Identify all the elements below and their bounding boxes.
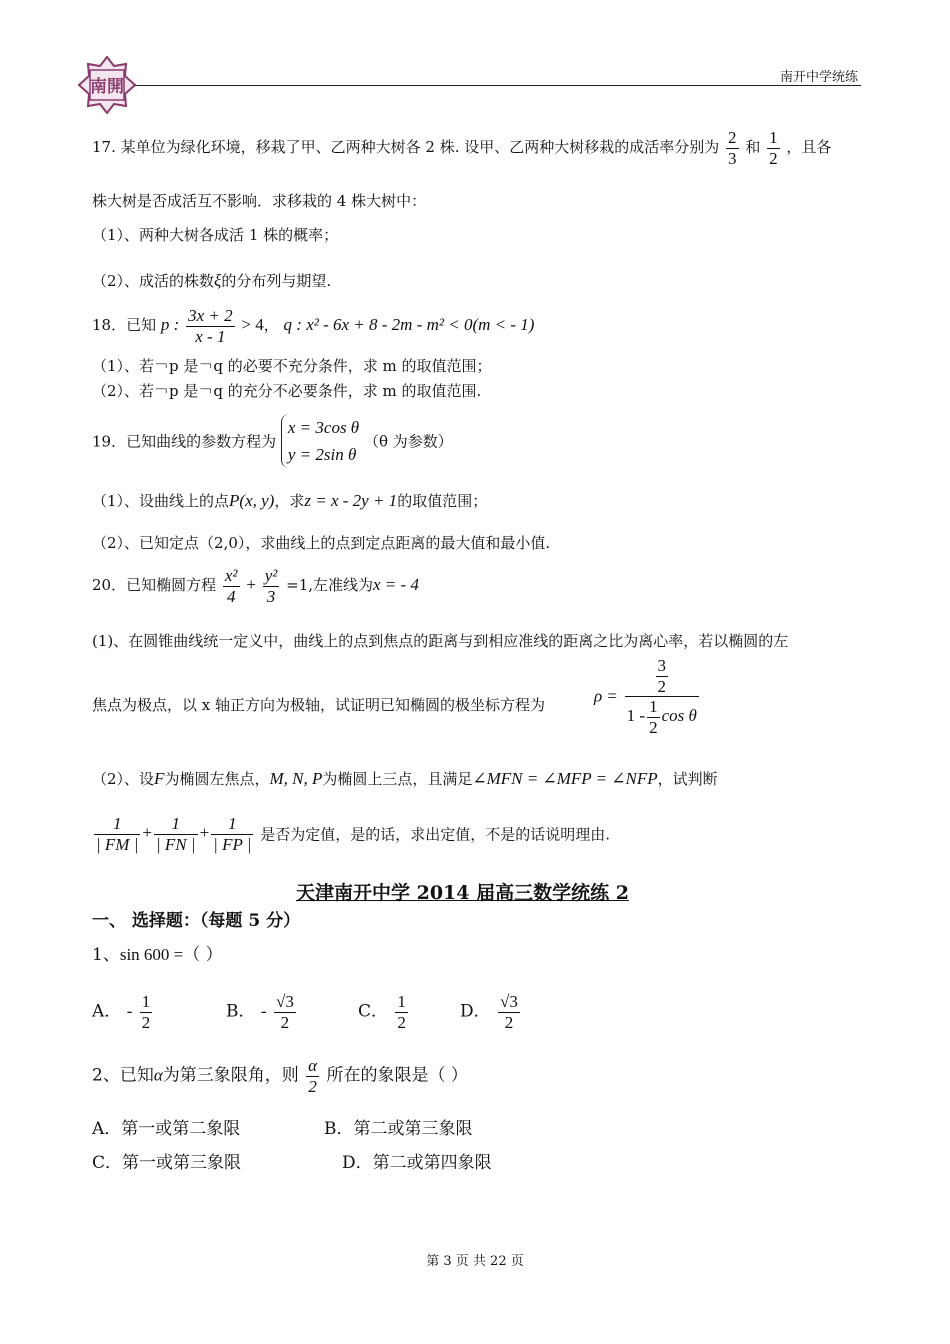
q20-fraction-x: $\frac{\text{x²}}{4}$ [224, 566, 238, 606]
header-rule [135, 85, 861, 86]
q17-fraction-1: $\frac{2}{3}$ [728, 128, 737, 168]
q19-line: 19．已知曲线的参数方程为 x = 3cos θ y = 2sin θ （θ 为参数） [92, 414, 453, 468]
q17-line2: 株大树是否成活互不影响．求移栽的 4 株大树中： [92, 192, 427, 210]
page-footer: 第 3 页 共 22 页 [426, 1254, 524, 1269]
q18-part2: （2）、若￢p 是￢q 的充分不必要条件，求 m 的取值范围. [92, 382, 482, 400]
mc-q1-option-d: D． $\frac{√3}{2}$ [460, 992, 518, 1032]
q17-text-end: ，且各 [786, 138, 832, 157]
p-label: p : [160, 315, 180, 335]
mc-q1-option-a: A． - $\frac{1}{2}$ [92, 992, 151, 1032]
q17-part1: （1）、两种大树各成活 1 株的概率； [92, 226, 339, 244]
mc-q2: 2、已知α为第三象限角，则 $\frac{\alpha}{2}$ 所在的象限是（ ） [92, 1056, 468, 1096]
q20-part2-line1: （2）、设F为椭圆左焦点，M, N, P为椭圆上三点，且满足∠MFN = ∠MFP = ∠NFP，试判断 [92, 769, 718, 788]
q19-system: x = 3cos θ y = 2sin θ [281, 414, 359, 468]
q18-part1: （1）、若￢p 是￢q 的必要不充分条件，求 m 的取值范围； [92, 357, 492, 375]
section-heading: 一、 选择题：（每题 5 分） [92, 911, 301, 931]
mc-q2-option-d: D．第二或第四象限 [342, 1153, 492, 1173]
q19-part2: （2）、已知定点（2,0），求曲线上的点到定点距离的最大值和最小值. [92, 534, 551, 552]
mc-q1: 1、sin 600 =（ ） [92, 945, 223, 965]
q17-fraction-2: $\frac{1}{2}$ [769, 128, 778, 168]
mc-q1-option-b: B． - $\frac{√3}{2}$ [226, 992, 294, 1032]
header-title: 南开中学统练 [779, 70, 858, 85]
q18-fraction: $\frac{3x + 2}{x - 1}$ [188, 306, 233, 346]
mc-q2-option-c: C．第一或第三象限 [92, 1153, 242, 1173]
q18-line: 18．已知 p : $\frac{3x + 2}{x - 1}$ > 4， q : x² - 6x + 8 - 2m - m² < 0(m < - 1) [92, 306, 535, 346]
mc-q1-option-c: C． $\frac{1}{2}$ [358, 992, 406, 1032]
q20-fraction-y: $\frac{\text{y²}}{3}$ [264, 566, 278, 606]
polar-equation: ρ = $\frac{3}{2}$ 1 - $\frac{1}{2}$ cos θ [594, 656, 697, 737]
logo-text: 南開 [90, 77, 124, 97]
mc-q2-option-a: A．第一或第二象限 [92, 1119, 241, 1139]
q17-text: 17. 某单位为绿化环境，移栽了甲、乙两种大树各 2 株. 设甲、乙两种大树移栽的成活率分别为 [92, 138, 720, 157]
xi-symbol: ξ [214, 271, 222, 290]
q17-line1 [92, 128, 831, 168]
q20-part1-line2: 焦点为极点，以 x 轴正方向为极轴，试证明已知椭圆的极坐标方程为 [92, 696, 545, 714]
q17-and: 和 [745, 138, 761, 157]
q19-part1: （1）、设曲线上的点P(x, y)，求z = x - 2y + 1的取值范围； [92, 491, 488, 510]
q20-part1-line1: (1)、在圆锥曲线统一定义中，曲线上的点到焦点的距离与到相应准线的距离之比为离心率，若以椭圆的左 [92, 632, 789, 650]
school-logo [78, 56, 136, 114]
exam2-title: 天津南开中学 2014 届高三数学统练 2 [296, 882, 629, 904]
q17-part2: （2）、成活的株数ξ的分布列与期望. [92, 271, 332, 290]
q20-line: 20．已知椭圆方程 $\frac{\text{x²}}{4}$ + $\frac{\text{y²}}{3}$ =1,左准线为x = - 4 [92, 566, 419, 606]
q20-part2-line2: $\frac{1}{| FM |}$ + $\frac{1}{| FN |}$ + $\frac{1}{| FP |}$ 是否为定值，是的话，求出定值，不是的话说明理由. [96, 814, 611, 854]
mc-q2-option-b: B．第二或第三象限 [324, 1119, 473, 1139]
q-inequality: q : x² - 6x + 8 - 2m - m² < 0(m < - 1) [283, 315, 535, 335]
